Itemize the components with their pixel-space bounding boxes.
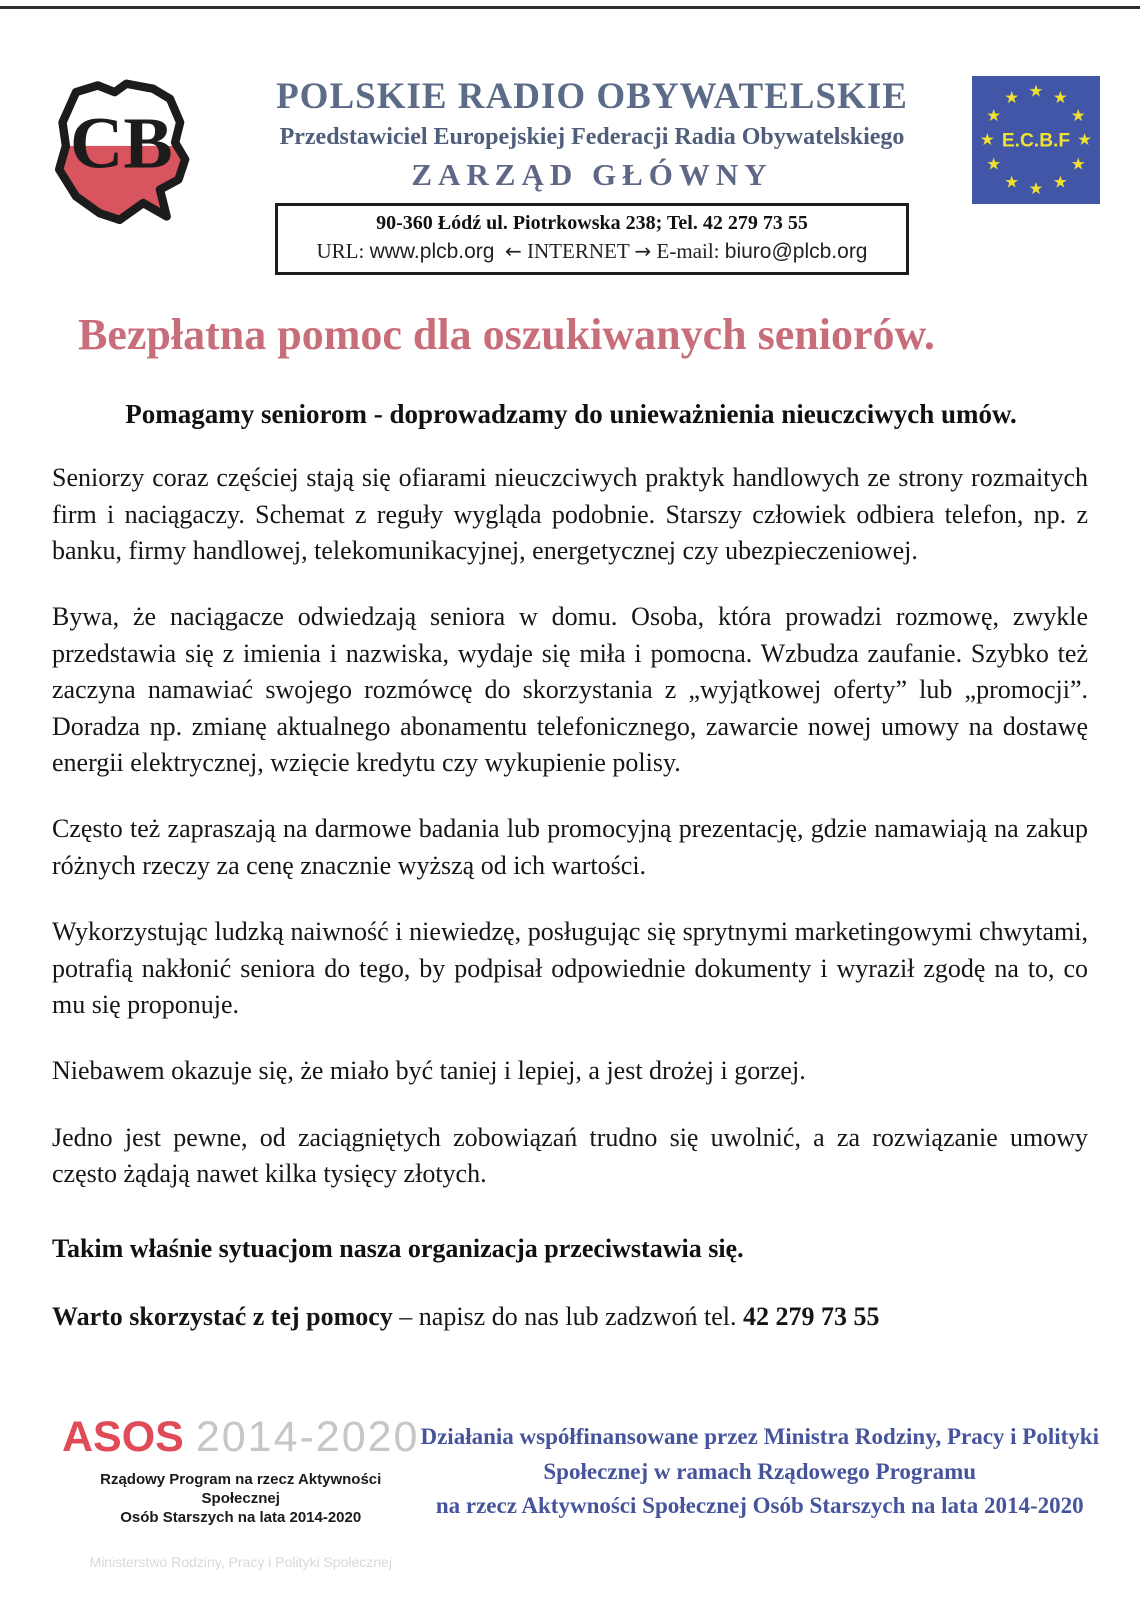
cofinance-line3: na rzecz Aktywności Społecznej Osób Starszych na lata 2014-2020 (435, 1493, 1084, 1519)
svg-text:★: ★ (986, 105, 1002, 125)
svg-text:★: ★ (1028, 178, 1044, 198)
scan-artifact-line (0, 6, 1140, 9)
asos-logo (62, 1413, 420, 1462)
svg-text:★: ★ (979, 130, 995, 150)
asos-caption-line2: Osób Starszych na lata 2014-2020 (120, 1508, 362, 1526)
email-value: biuro@plcb.org (724, 239, 868, 263)
svg-text:★: ★ (1052, 172, 1068, 192)
paragraph-5: Niebawem okazuje się, że miało być taniej i lepiej, a jest drożej i gorzej. (52, 1056, 806, 1086)
cta-middle: – napisz do nas lub zadzwoń tel. (392, 1302, 743, 1332)
paragraph-2: Bywa, że naciągacze odwiedzają seniora w domu. Osoba, która prowadzi rozmowę, zwykle przedstawia się z imienia i nazwiska, wydaje się miła i pomocna. Wzbudza zaufanie. Szybko też zaczyna namawiać swojego rozmówcę do skorzystania z „wyjątkowej oferty” lub „promocji”. Doradza np. zmianę aktualnego abonamentu telefonicznego, zawarcie nowej umowy na dostawę energii elektrycznej, wzięcie kredytu czy wykupienie polisy. (52, 602, 1088, 777)
address-line1: 90-360 Łódź ul. Piotrkowska 238; Tel. 42 279 73 55 (376, 211, 808, 234)
ecbf-text: E.C.B.F (1001, 130, 1071, 152)
cb-logo-text: CB (69, 101, 173, 184)
ministry-watermark: Ministerstwo Rodziny, Pracy i Polityki Społecznej (89, 1553, 392, 1570)
email-label: E-mail: (656, 238, 720, 263)
footer (62, 1413, 1100, 1570)
cofinance-note (419, 1420, 1100, 1524)
org-name: POLSKIE RADIO OBYWATELSKIE (276, 76, 908, 117)
asos-logo-years: 2014-2020 (195, 1413, 420, 1462)
asos-caption-line1: Rządowy Program na rzecz Aktywności Społecznej (100, 1471, 382, 1508)
address-box (275, 203, 909, 275)
document-subtitle: Pomagamy seniorom - doprowadzamy do unieważnienia nieuczciwych umów. (125, 399, 1017, 430)
svg-text:★: ★ (1004, 172, 1020, 192)
ecbf-eu-flag-logo (972, 76, 1100, 204)
cta-phone-number: 42 279 73 55 (742, 1302, 880, 1332)
svg-text:★: ★ (1070, 154, 1086, 174)
asos-logo-block (62, 1413, 420, 1570)
asos-caption (62, 1471, 419, 1527)
right-arrow-icon: → (634, 238, 652, 263)
url-label: URL: (316, 238, 365, 263)
left-arrow-icon: ← (504, 238, 522, 263)
paragraph-3: Często też zapraszają na darmowe badania lub promocyjną prezentację, gdzie namawiają na zakup różnych rzeczy za cenę znacznie wyższą od ich wartości. (52, 814, 1088, 880)
url-value: www.plcb.org (369, 239, 495, 263)
paragraph-1: Seniorzy coraz częściej stają się ofiarami nieuczciwych praktyk handlowych ze strony rozmaitych firm i naciągaczy. Schemat z reguły wygląda podobnie. Starszy człowiek odbiera telefon, np. z banku, firmy handlowej, telekomunikacyjnej, energetycznej czy ubezpieczeniowej. (52, 463, 1088, 566)
document-title: Bezpłatna pomoc dla oszukiwanych seniorów. (78, 309, 935, 359)
paragraph-6: Jedno jest pewne, od zaciągniętych zobowiązań trudno się uwolnić, a za rozwiązanie umowy często żądają nawet kilka tysięcy złotych. (52, 1122, 1088, 1189)
cofinance-line2: Społecznej w ramach Rządowego Programu (543, 1458, 977, 1484)
letterhead-center (212, 78, 972, 275)
asos-logo-word: ASOS (62, 1413, 184, 1462)
svg-text:★: ★ (1070, 105, 1086, 125)
org-board: ZARZĄD GŁÓWNY (411, 156, 773, 192)
cb-poland-logo (34, 72, 212, 240)
cta-bold-prefix: Warto skorzystać z tej pomocy (52, 1302, 393, 1332)
svg-text:★: ★ (1028, 81, 1044, 101)
mission-statement: Takim właśnie sytuacjom nasza organizacja przeciwstawia się. (52, 1234, 744, 1264)
address-line2 (282, 239, 902, 264)
cofinance-line1: Działania współfinansowane przez Ministra Rodziny, Pracy i Polityki (420, 1424, 1099, 1450)
paragraph-4: Wykorzystując ludzką naiwność i niewiedzę, posługując się sprytnymi marketingowymi chwytami, potrafią nakłonić seniora do tego, by podpisał odpowiednie dokumenty i wyraził zgodę na to, co mu się proponuje. (52, 917, 1088, 1019)
letterhead (0, 0, 1140, 275)
svg-text:★: ★ (1052, 87, 1068, 107)
internet-label: INTERNET (527, 238, 630, 263)
org-subtitle: Przedstawiciel Europejskiej Federacji Radia Obywatelskiego (279, 123, 905, 150)
svg-text:★: ★ (986, 154, 1002, 174)
svg-text:★: ★ (1077, 130, 1093, 150)
body-text (52, 460, 1088, 1192)
call-to-action (52, 1302, 1088, 1332)
svg-text:★: ★ (1004, 87, 1020, 107)
